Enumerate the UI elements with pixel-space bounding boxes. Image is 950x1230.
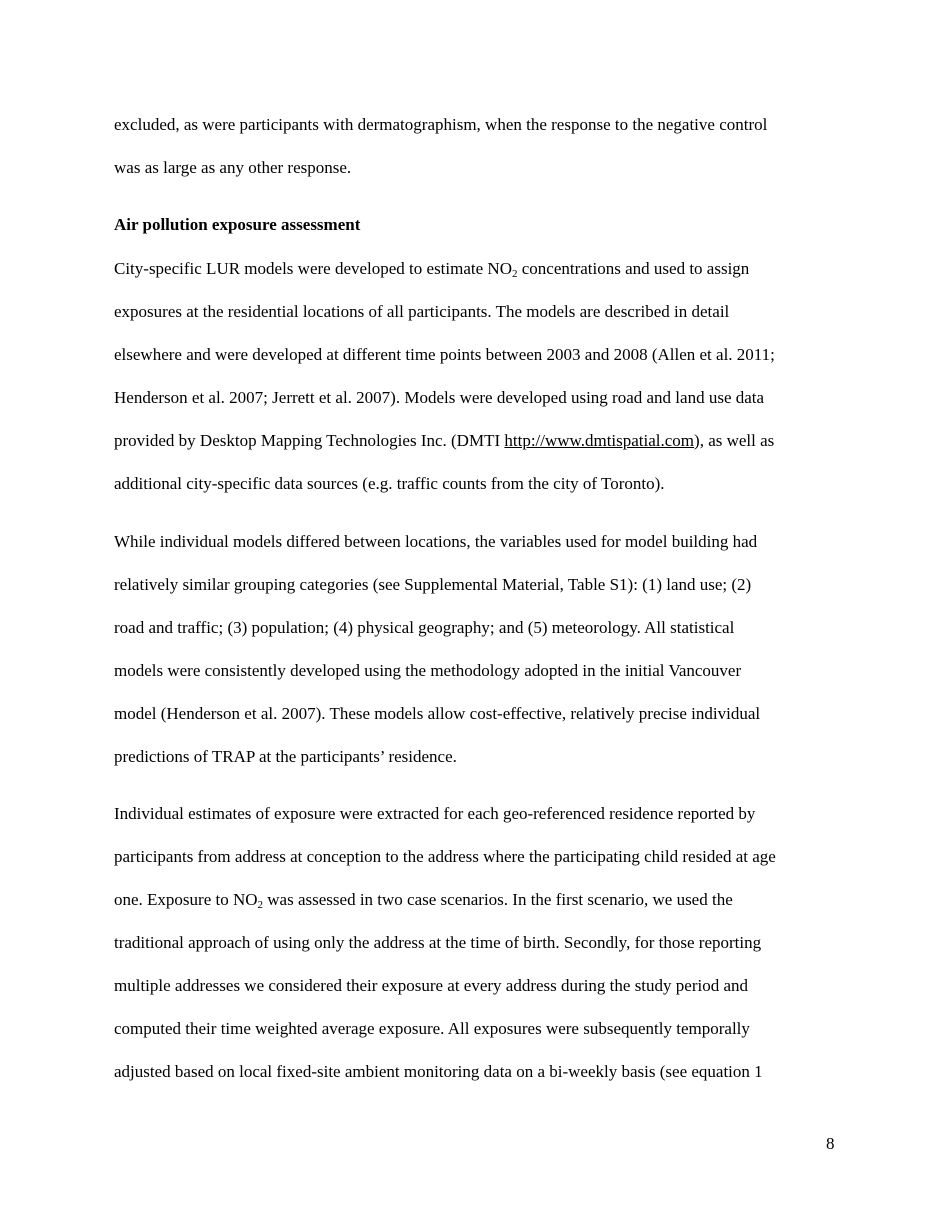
text-line: models were consistently developed using the methodology adopted in the initial Vancouver bbox=[114, 661, 742, 680]
subscript: 2 bbox=[257, 899, 264, 911]
text-line: Individual estimates of exposure were extracted for each geo-referenced residence reported by bbox=[114, 804, 756, 823]
text-line: computed their time weighted average exposure. All exposures were subsequently temporally bbox=[114, 1019, 750, 1038]
text-line: Henderson et al. 2007; Jerrett et al. 2007). Models were developed using road and land use data bbox=[114, 388, 765, 407]
text-line: road and traffic; (3) population; (4) physical geography; and (5) meteorology. All statistical bbox=[114, 618, 735, 637]
text-line: participants from address at conception to the address where the participating child resided at age bbox=[114, 847, 776, 866]
text-line: was as large as any other response. bbox=[114, 158, 352, 177]
text-line: While individual models differed between locations, the variables used for model building had bbox=[114, 532, 758, 551]
text-line: predictions of TRAP at the participants’ residence. bbox=[114, 747, 457, 766]
dmti-link[interactable]: http://www.dmtispatial.com bbox=[504, 431, 695, 450]
text-line: adjusted based on local fixed-site ambient monitoring data on a bi-weekly basis (see equation 1 bbox=[114, 1062, 763, 1081]
text-run: provided by Desktop Mapping Technologies Inc. (DMTI bbox=[114, 431, 505, 450]
text-line: multiple addresses we considered their exposure at every address during the study period and bbox=[114, 976, 749, 995]
text-line bbox=[114, 247, 854, 290]
page-number: 8 bbox=[826, 1134, 835, 1153]
paragraph-individual-estimates bbox=[114, 792, 854, 1093]
text-line: exposures at the residential locations of all participants. The models are described in detail bbox=[114, 302, 730, 321]
text-run: concentrations and used to assign bbox=[517, 259, 750, 278]
text-line: traditional approach of using only the address at the time of birth. Secondly, for those reporting bbox=[114, 933, 762, 952]
text-line: additional city-specific data sources (e.g. traffic counts from the city of Toronto). bbox=[114, 474, 665, 493]
section-heading: Air pollution exposure assessment bbox=[114, 215, 361, 234]
text-line: model (Henderson et al. 2007). These models allow cost-effective, relatively precise individual bbox=[114, 704, 761, 723]
paragraph-continuation bbox=[114, 103, 854, 189]
paragraph-model-variables bbox=[114, 520, 854, 778]
text-run: ), as well as bbox=[694, 431, 775, 450]
text-line: elsewhere and were developed at different time points between 2003 and 2008 (Allen et al. 2011; bbox=[114, 345, 775, 364]
text-run: one. Exposure to NO bbox=[114, 890, 258, 909]
text-run: was assessed in two case scenarios. In the first scenario, we used the bbox=[263, 890, 733, 909]
text-run: City-specific LUR models were developed to estimate NO bbox=[114, 259, 512, 278]
text-line bbox=[114, 419, 854, 462]
text-line: excluded, as were participants with dermatographism, when the response to the negative control bbox=[114, 115, 768, 134]
text-line bbox=[114, 878, 854, 921]
text-line: relatively similar grouping categories (see Supplemental Material, Table S1): (1) land use; (2) bbox=[114, 575, 752, 594]
paragraph-exposure-models bbox=[114, 247, 854, 505]
subscript: 2 bbox=[511, 268, 518, 280]
